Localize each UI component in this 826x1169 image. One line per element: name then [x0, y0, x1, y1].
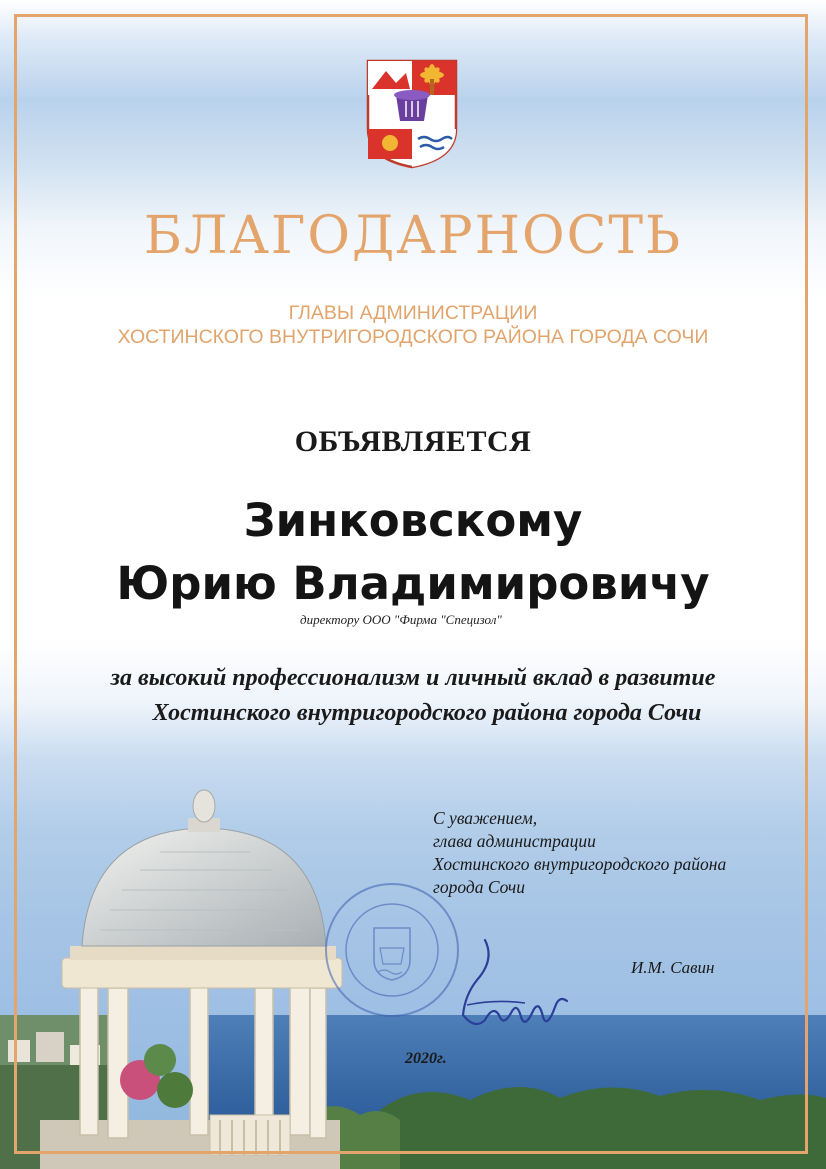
announce-heading: ОБЪЯВЛЯЕТСЯ [294, 425, 532, 458]
signature-block-line: глава администрации [433, 831, 596, 851]
issue-date: 2020г. [405, 1050, 447, 1067]
sochi-coat-of-arms-icon [366, 59, 458, 169]
recipient-given-names: Юрию Владимировичу [116, 557, 710, 610]
handwritten-signature-icon [455, 935, 570, 1035]
reason-line-1: за высокий профессионализм и личный вклад в развитие [110, 665, 716, 691]
issuer-line-2: ХОСТИНСКОГО ВНУТРИГОРОДСКОГО РАЙОНА ГОРОДА СОЧИ [117, 326, 709, 348]
signature-block-line: Хостинского внутригородского района [433, 854, 727, 874]
certificate-title: БЛАГОДАРНОСТЬ [143, 206, 683, 266]
reason-line-2: Хостинского внутригородского района города Сочи [152, 700, 702, 726]
signature-block-line: С уважением, [433, 808, 538, 828]
signature-block-line: города Сочи [433, 877, 526, 897]
signature-block [433, 807, 726, 899]
recipient-position: директору ООО "Фирма "Специзол" [300, 612, 502, 627]
official-seal-icon [322, 880, 462, 1020]
issuer-line-1: ГЛАВЫ АДМИНИСТРАЦИИ [288, 302, 538, 324]
signatory-name: И.М. Савин [631, 958, 715, 977]
recipient-surname: Зинковскому [243, 494, 583, 547]
